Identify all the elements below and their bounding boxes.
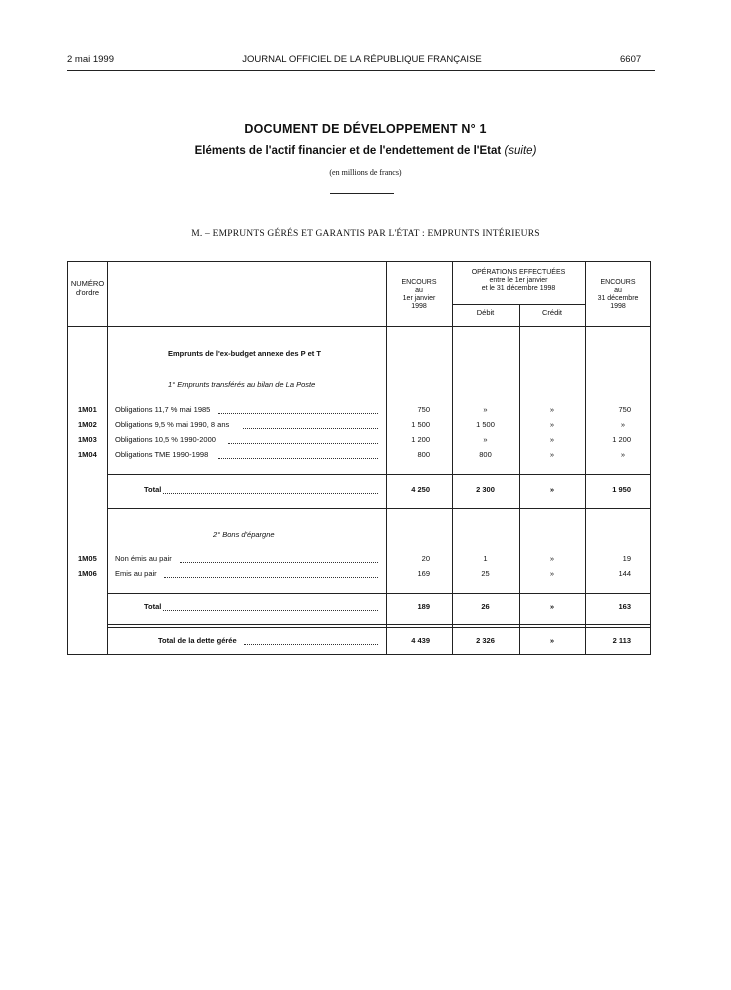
header-rule xyxy=(67,70,655,71)
document-subtitle: Eléments de l'actif financier et de l'endettement de l'Etat (suite) xyxy=(194,145,537,157)
row-label: Obligations TME 1990-1998 xyxy=(115,450,209,459)
dot-leader xyxy=(218,413,378,414)
total-debit: 26 xyxy=(481,602,490,611)
row-encours-end: 750 xyxy=(618,405,631,414)
row-id: 1M02 xyxy=(78,420,97,429)
subtotal-rule xyxy=(107,593,650,594)
row-debit: 800 xyxy=(479,450,492,459)
total-label: Total xyxy=(144,485,162,494)
total-credit: » xyxy=(549,485,555,494)
header-journal: JOURNAL OFFICIEL DE LA RÉPUBLIQUE FRANÇAISE xyxy=(242,54,482,65)
row-credit: » xyxy=(549,405,555,414)
col-divider xyxy=(107,262,108,654)
dot-leader xyxy=(164,577,378,578)
total-credit: » xyxy=(549,602,555,611)
row-label: Obligations 11,7 % mai 1985 xyxy=(115,405,211,414)
group-title: Emprunts de l'ex-budget annexe des P et T xyxy=(168,349,321,358)
grand-total-rule xyxy=(107,627,650,628)
subtotal-rule xyxy=(107,508,650,509)
grand-total-encours-start: 4 439 xyxy=(411,636,430,645)
row-encours-start: 169 xyxy=(417,569,430,578)
grand-total-encours-end: 2 113 xyxy=(612,636,631,645)
total-encours-start: 189 xyxy=(417,602,430,611)
row-encours-end: 19 xyxy=(622,554,631,563)
row-encours-start: 800 xyxy=(417,450,430,459)
grand-total-credit: » xyxy=(549,636,555,645)
dot-leader xyxy=(244,644,378,645)
row-id: 1M05 xyxy=(78,554,97,563)
row-credit: » xyxy=(549,569,555,578)
row-encours-end: 1 200 xyxy=(612,435,631,444)
title-rule xyxy=(330,193,394,194)
total-encours-end: 1 950 xyxy=(612,485,631,494)
subgroup-title-1: 1° Emprunts transférés au bilan de La Poste xyxy=(168,380,316,389)
row-debit: 1 500 xyxy=(476,420,495,429)
total-debit: 2 300 xyxy=(476,485,495,494)
row-label: Non émis au pair xyxy=(115,554,172,563)
grand-total-rule xyxy=(107,624,650,625)
dot-leader xyxy=(163,493,378,494)
row-id: 1M04 xyxy=(78,450,97,459)
col-divider xyxy=(519,304,520,654)
row-label: Obligations 10,5 % 1990-2000 xyxy=(115,435,216,444)
row-encours-start: 750 xyxy=(417,405,430,414)
units-note: (en millions de francs) xyxy=(329,168,402,177)
dot-leader xyxy=(218,458,378,459)
dot-leader xyxy=(228,443,378,444)
row-encours-start: 1 500 xyxy=(411,420,430,429)
row-encours-end: 144 xyxy=(618,569,631,578)
row-credit: » xyxy=(549,554,555,563)
col-header-debit: Débit xyxy=(476,308,495,317)
row-credit: » xyxy=(549,450,555,459)
grand-total-label: Total de la dette gérée xyxy=(158,636,237,645)
col-header-encours-start: ENCOURS au 1er janvier 1998 xyxy=(401,279,437,311)
header-page-number: 6607 xyxy=(620,54,642,65)
header-bottom-rule xyxy=(68,326,650,327)
operations-divider xyxy=(452,304,585,305)
row-debit: 1 xyxy=(483,554,488,563)
dot-leader xyxy=(243,428,378,429)
col-header-credit: Crédit xyxy=(541,308,562,317)
subtotal-rule xyxy=(107,474,650,475)
grand-total-debit: 2 326 xyxy=(476,636,495,645)
dot-leader xyxy=(163,610,378,611)
col-header-operations: OPÉRATIONS EFFECTUÉES entre le 1er janvier et le 31 décembre 1998 xyxy=(471,269,566,293)
row-debit: » xyxy=(483,405,488,414)
document-title: DOCUMENT DE DÉVELOPPEMENT N° 1 xyxy=(244,122,487,136)
row-debit: 25 xyxy=(481,569,490,578)
row-id: 1M03 xyxy=(78,435,97,444)
dot-leader xyxy=(180,562,378,563)
row-encours-end: » xyxy=(620,420,625,429)
row-id: 1M06 xyxy=(78,569,97,578)
header-date: 2 mai 1999 xyxy=(67,54,115,65)
debt-table xyxy=(67,261,651,655)
row-debit: » xyxy=(483,435,488,444)
col-header-encours-end: ENCOURS au 31 décembre 1998 xyxy=(597,279,639,311)
row-id: 1M01 xyxy=(78,405,97,414)
row-encours-start: 1 200 xyxy=(411,435,430,444)
total-encours-start: 4 250 xyxy=(411,485,430,494)
row-encours-start: 20 xyxy=(421,554,430,563)
section-heading: M. – EMPRUNTS GÉRÉS ET GARANTIS PAR L'ÉTAT : EMPRUNTS INTÉRIEURS xyxy=(191,229,540,239)
col-header-numero: NUMÉRO d'ordre xyxy=(70,279,105,297)
total-label: Total xyxy=(144,602,162,611)
row-label: Emis au pair xyxy=(115,569,157,578)
row-label: Obligations 9,5 % mai 1990, 8 ans xyxy=(115,420,230,429)
row-encours-end: » xyxy=(620,450,625,459)
subgroup-title-2: 2° Bons d'épargne xyxy=(213,530,275,539)
row-credit: » xyxy=(549,435,555,444)
row-credit: » xyxy=(549,420,555,429)
total-encours-end: 163 xyxy=(618,602,631,611)
